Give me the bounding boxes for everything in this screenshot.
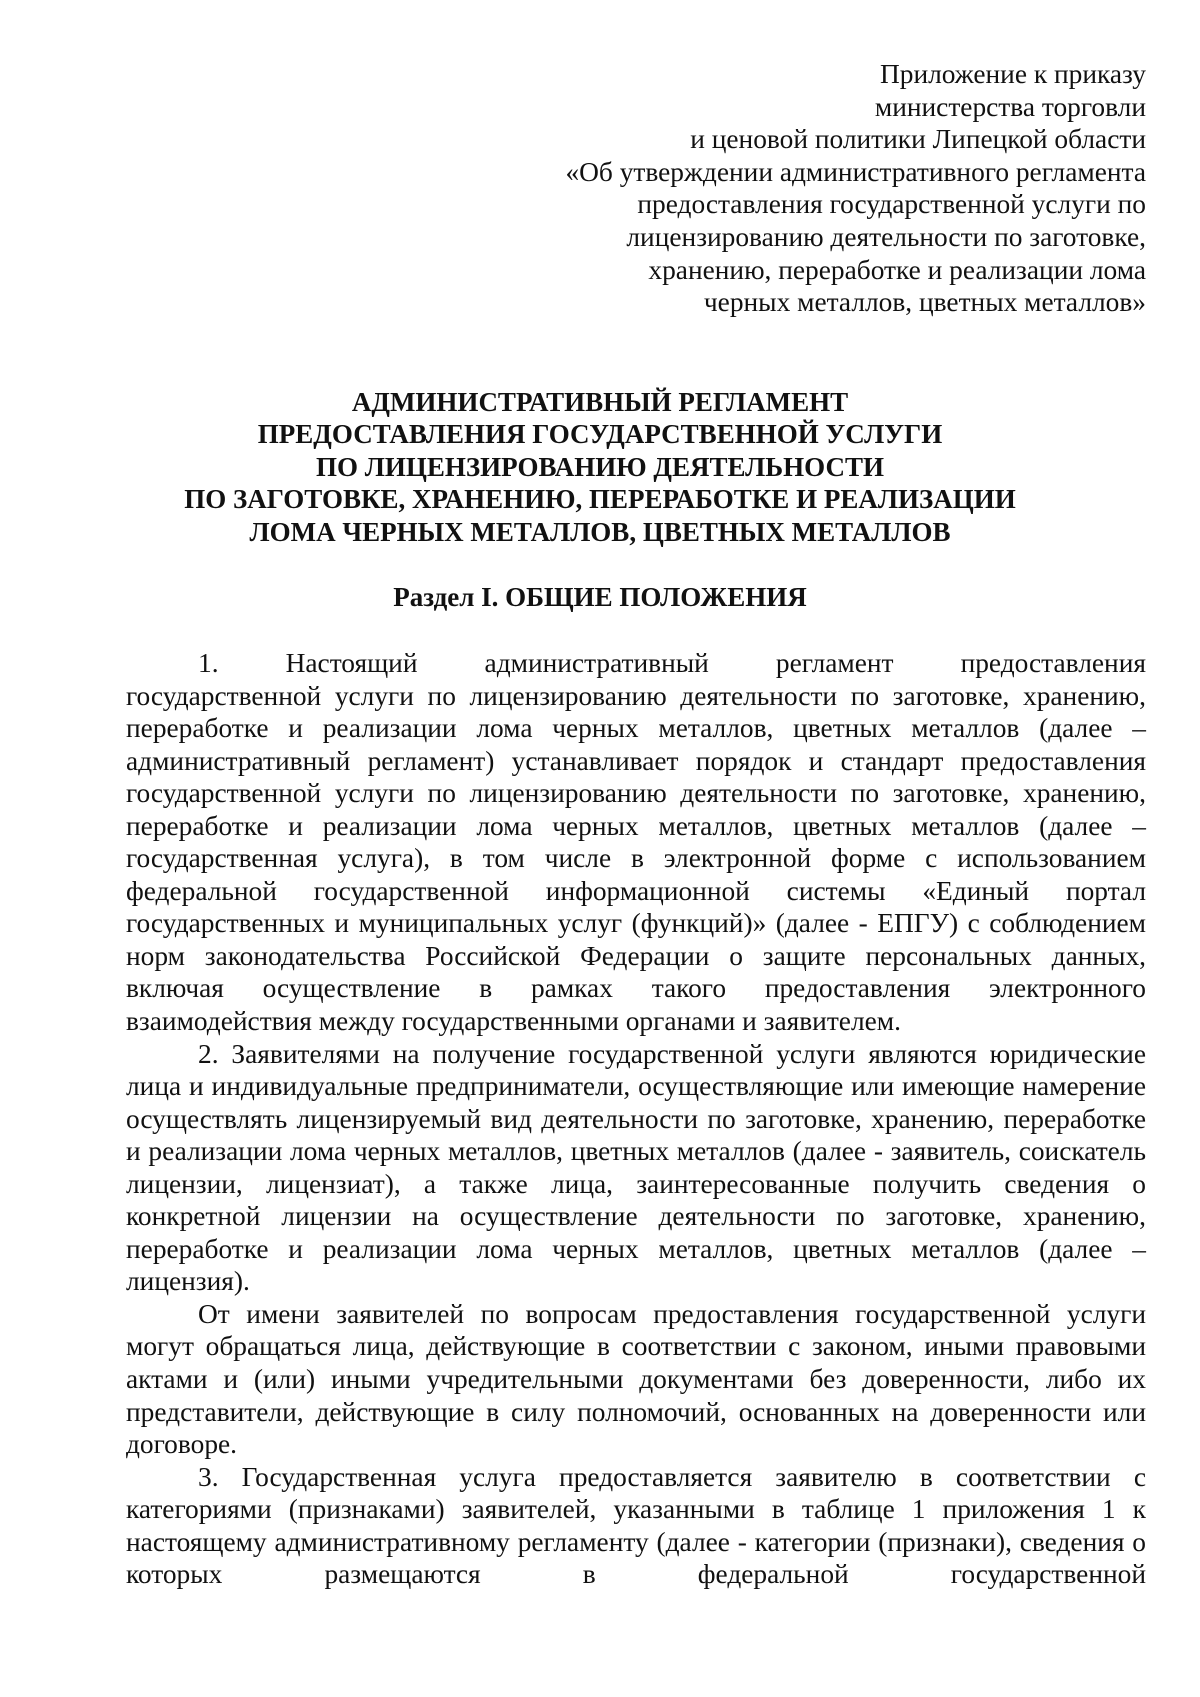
header-line: лицензированию деятельности по заготовке, xyxy=(626,221,1146,252)
title-line: ПРЕДОСТАВЛЕНИЯ ГОСУДАРСТВЕННОЙ УСЛУГИ xyxy=(257,419,943,450)
title-line: ПО ЛИЦЕНЗИРОВАНИЮ ДЕЯТЕЛЬНОСТИ xyxy=(316,451,884,482)
header-line: черных металлов, цветных металлов» xyxy=(703,287,1146,318)
paragraph-4: 3. Государственная услуга предоставляется заявителю в соответствии с категориями (признаками) заявителей, указанными в таблице 1 приложения 1 к настоящему административному регламенту (далее - категории (признаки), сведения о которых размещаются в федеральной государственной xyxy=(126,1461,1146,1590)
document-title xyxy=(100,386,1100,548)
section-heading: Раздел I. ОБЩИЕ ПОЛОЖЕНИЯ xyxy=(393,582,807,612)
header-line: «Об утверждении административного регламента xyxy=(565,156,1146,187)
header-line: министерства торговли xyxy=(874,91,1146,122)
order-appendix-header xyxy=(526,58,1146,319)
paragraph-1-word: регламент xyxy=(775,648,894,678)
paragraph-2: 2. Заявителями на получение государственной услуги являются юридические лица и индивидуальные предприниматели, осуществляющие или имеющие намерение осуществлять лицензируемый вид деятельности по заготовке, хранению, переработке и реализации лома черных металлов, цветных металлов (далее - заявитель, соискатель лицензии, лицензиат), а также лица, заинтересованные получить сведения о конкретной лицензии на осуществление деятельности по заготовке, хранению, переработке и реализации лома черных металлов, цветных металлов (далее – лицензия). xyxy=(126,1038,1146,1297)
title-line: ПО ЗАГОТОВКЕ, ХРАНЕНИЮ, ПЕРЕРАБОТКЕ И РЕАЛИЗАЦИИ xyxy=(184,484,1016,515)
title-line: ЛОМА ЧЕРНЫХ МЕТАЛЛОВ, ЦВЕТНЫХ МЕТАЛЛОВ xyxy=(249,516,951,547)
paragraph-1-body: государственной услуги по лицензированию деятельности по заготовке, хранению, переработке и реализации лома черных металлов, цветных металлов (далее – административный регламент) устанавливает порядок и стандарт предоставления государственной услуги по лицензированию деятельности по заготовке, хранению, переработке и реализации лома черных металлов, цветных металлов (далее – государственная услуга), в том числе в электронной форме с использованием федеральной государственной информационной системы «Единый портал государственных и муниципальных услуг (функций)» (далее - ЕПГУ) с соблюдением норм законодательства Российской Федерации о защите персональных данных, включая осуществление в рамках такого предоставления электронного взаимодействия между государственными органами и заявителем. xyxy=(126,680,1146,1037)
paragraph-1-first-line xyxy=(126,647,1146,680)
header-line: предоставления государственной услуги по xyxy=(637,189,1146,220)
header-line: и ценовой политики Липецкой области xyxy=(690,124,1146,155)
paragraph-1-word: административный xyxy=(484,648,709,678)
header-line: хранению, переработке и реализации лома xyxy=(648,254,1146,285)
document-body xyxy=(126,647,1146,1591)
paragraph-3: От имени заявителей по вопросам предоставления государственной услуги могут обращаться лица, действующие в соответствии с законом, иными правовыми актами и (или) иными учредительными документами без доверенности, либо их представители, действующие в силу полномочий, основанных на доверенности или договоре. xyxy=(126,1298,1146,1460)
paragraph-1-word: предоставления xyxy=(960,648,1146,678)
header-line: Приложение к приказу xyxy=(879,59,1146,89)
paragraph-1-word: 1. xyxy=(198,648,219,678)
title-line: АДМИНИСТРАТИВНЫЙ РЕГЛАМЕНТ xyxy=(351,387,849,417)
paragraph-1-word: Настоящий xyxy=(285,648,418,678)
